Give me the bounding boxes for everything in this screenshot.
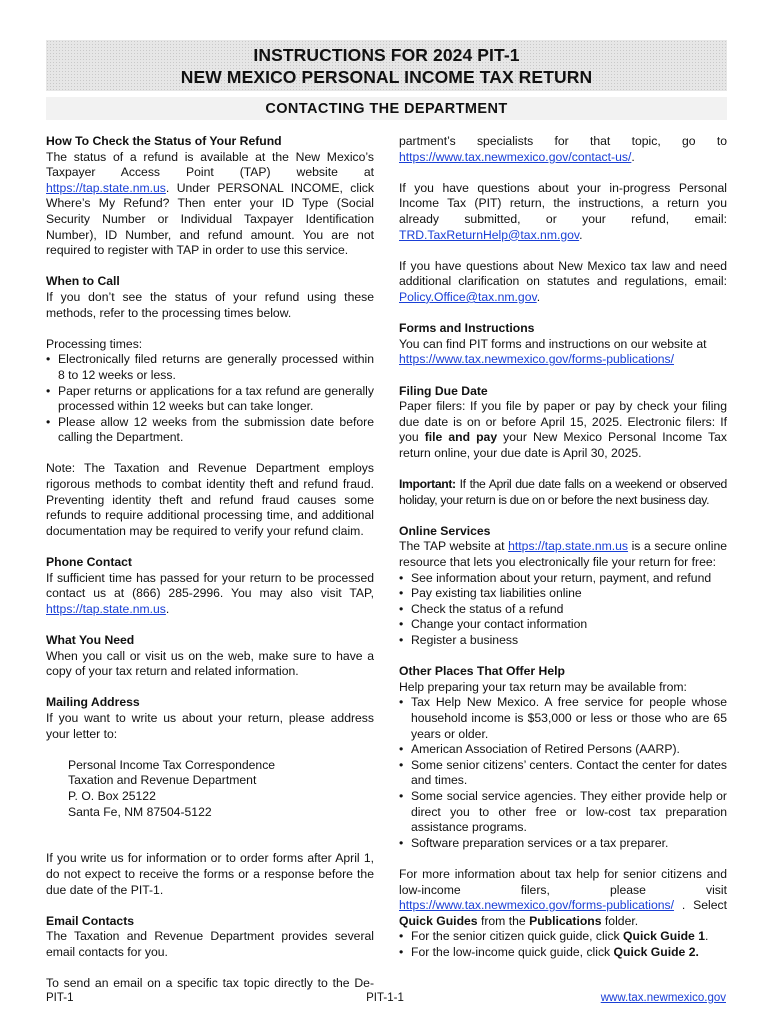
important-label: Important: — [399, 477, 456, 492]
forms-paragraph — [399, 337, 727, 368]
pit-text-b: . — [579, 227, 583, 242]
list-item: • Paper returns or applications for a tax refund are generally processed within 12 weeks but can take longer. — [46, 384, 374, 415]
email-paragraph-2: To send an email on a specific tax topic directly to the De- — [46, 976, 374, 991]
section-header — [46, 97, 727, 120]
guide2-text: For the low-income quick guide, click — [411, 944, 614, 959]
quick-guide-list — [399, 929, 727, 960]
important-paragraph — [399, 477, 727, 508]
list-item: • Change your contact information — [399, 617, 727, 633]
forms-publications-link[interactable]: https://www.tax.newmexico.gov/forms-publications/ — [399, 352, 675, 367]
right-column — [399, 134, 727, 976]
tap-link-3[interactable]: https://tap.state.nm.us — [508, 539, 629, 554]
law-paragraph — [399, 259, 727, 306]
list-item — [399, 929, 727, 945]
refund-text-b: . Under PERSONAL INCOME, click Where’s My Refund? Then enter your ID Type (Social Security Number or Individual Taxpayer Identification Number), ID Number, and refund amount. You are not required to register with TAP in order to use this service. — [46, 180, 374, 258]
note-paragraph: Note: The Taxation and Revenue Department employs rigorous methods to combat identity theft and refund fraud. Preventing identity theft and refund fraud causes some refunds to require additional processing time, and additional documentation may be required to verify your refund claim. — [46, 461, 374, 538]
phone-text-b: . — [165, 601, 170, 616]
list-item: • Electronically filed returns are generally processed within 8 to 12 weeks or less. — [46, 352, 374, 383]
list-item: • Pay existing tax liabilities online — [399, 586, 727, 602]
list-item: • Software preparation services or a tax preparer. — [399, 836, 727, 852]
more-text-d: folder. — [601, 913, 639, 928]
list-item: • American Association of Retired Persons (AARP). — [399, 742, 727, 758]
quick-guide-2-label: Quick Guide 2. — [613, 944, 699, 959]
publications-label: Publications — [529, 913, 602, 928]
pit-paragraph — [399, 181, 727, 243]
other-heading: Other Places That Offer Help — [399, 664, 565, 679]
phone-text-a: If sufficient time has passed for your return to be processed contact us at (866) 285-2996. You may also visit TAP, — [46, 570, 374, 601]
email-paragraph: The Taxation and Revenue Department provides several email contacts for you. — [46, 929, 374, 959]
online-services-list — [399, 571, 727, 649]
guide1-text: For the senior citizen quick guide, click — [411, 929, 624, 944]
list-item: • Please allow 12 weeks from the submission date before calling the Department. — [46, 415, 374, 446]
forms-publications-link-2[interactable]: https://www.tax.newmexico.gov/forms-publications/ — [399, 898, 675, 913]
policy-office-email-link[interactable]: Policy.Office@tax.nm.gov — [399, 289, 537, 304]
mail-paragraph: If you want to write us about your return, please address your letter to: — [46, 710, 374, 741]
pit-text-a: If you have questions about your in-progress Personal Income Tax (PIT) return, the instructions, a return you already submitted, or your refund, email: — [399, 180, 727, 226]
other-help-list — [399, 695, 727, 851]
contact-text-b: . — [631, 149, 635, 164]
online-heading: Online Services — [399, 523, 491, 538]
due-paragraph — [399, 399, 727, 461]
section-title: CONTACTING THE DEPARTMENT — [265, 101, 508, 117]
guide1-text-end: . — [704, 929, 709, 944]
footer-website — [601, 992, 726, 1004]
online-paragraph — [399, 539, 727, 570]
call-heading: When to Call — [46, 274, 120, 289]
title-line-1: INSTRUCTIONS FOR 2024 PIT-1 — [253, 45, 520, 65]
contact-paragraph — [399, 134, 727, 165]
website-link[interactable]: www.tax.newmexico.gov — [600, 992, 726, 1004]
due-text-b: your New Mexico Personal Income Tax return online, your due date is April 30, 2025. — [399, 430, 727, 460]
forms-text: You can find PIT forms and instructions on our website at — [399, 336, 707, 351]
more-text-b: . Select — [674, 898, 727, 913]
tap-link[interactable]: https://tap.state.nm.us — [46, 180, 166, 195]
due-text-a: Paper filers: If you file by paper or pay by check your filing due date is on or before April 15, 2025. Electronic filers: If you — [399, 399, 727, 445]
online-text-a: The TAP website at — [399, 539, 509, 554]
footer-page-number: PIT-1-1 — [366, 992, 404, 1004]
tax-return-help-email-link[interactable]: TRD.TaxReturnHelp@tax.nm.gov — [399, 227, 580, 242]
more-text-c: from the — [477, 913, 530, 928]
need-paragraph: When you call or visit us on the web, make sure to have a copy of your tax return and related information. — [46, 648, 374, 679]
forms-heading: Forms and Instructions — [399, 321, 535, 336]
list-item: • Some social service agencies. They either provide help or direct you to other free or low-cost tax preparation assistance programs. — [399, 789, 727, 836]
important-text: If the April due date falls on a weekend or observed holiday, your return is due on or before the next business day. — [399, 477, 727, 507]
list-item: • Some senior citizens’ centers. Contact the center for dates and times. — [399, 758, 727, 789]
processing-list — [46, 352, 374, 446]
online-text-b: is a secure online resource that lets you electronically file your return for free: — [399, 539, 727, 570]
call-paragraph: If you don’t see the status of your refund using these methods, refer to the processing times below. — [46, 289, 374, 320]
due-heading: Filing Due Date — [399, 383, 488, 398]
left-column — [46, 134, 374, 1007]
phone-heading: Phone Contact — [46, 555, 132, 570]
law-text-b: . — [536, 289, 541, 304]
email-heading: Email Contacts — [46, 913, 135, 928]
quick-guide-1-label: Quick Guide 1 — [623, 929, 705, 944]
refund-heading: How To Check the Status of Your Refund — [46, 134, 282, 148]
more-info-paragraph — [399, 867, 727, 929]
tap-link-2[interactable]: https://tap.state.nm.us — [46, 601, 166, 616]
list-item: • Tax Help New Mexico. A free service for people whose household income is $53,000 or less or those who are 65 years or older. — [399, 695, 727, 742]
address-line: P. O. Box 25122 — [68, 788, 156, 803]
refund-text-a: The status of a refund is available at the New Mexico’s Taxpayer Access Point (TAP) website at — [46, 149, 374, 180]
spacer — [46, 836, 374, 852]
title-line-2: NEW MEXICO PERSONAL INCOME TAX RETURN — [180, 67, 593, 87]
list-item — [399, 945, 727, 961]
refund-paragraph — [46, 150, 374, 259]
forms-after-paragraph: If you write us for information or to order forms after April 1, do not expect to receive the forms or a response before the due date of the PIT-1. — [46, 851, 374, 897]
list-item: • Register a business — [399, 633, 727, 649]
footer-form-id: PIT-1 — [46, 992, 74, 1004]
law-text-a: If you have questions about New Mexico tax law and need additional clarification on statutes and regulations, email: — [399, 258, 727, 289]
address-line: Santa Fe, NM 87504-5122 — [68, 804, 212, 819]
mail-heading: Mailing Address — [46, 695, 140, 710]
list-item: • See information about your return, payment, and refund — [399, 571, 727, 587]
address-line: Taxation and Revenue Department — [68, 773, 257, 788]
other-paragraph: Help preparing your tax return may be available from: — [399, 679, 687, 694]
more-text-a: For more information about tax help for senior citizens and low-income filers, please visit — [399, 866, 727, 897]
quick-guides-label: Quick Guides — [399, 913, 478, 928]
contact-text-a: partment’s specialists for that topic, go to — [399, 134, 727, 148]
contact-us-link[interactable]: https://www.tax.newmexico.gov/contact-us/ — [399, 149, 632, 164]
due-text-bold: file and pay — [424, 430, 498, 445]
title-box — [46, 40, 727, 91]
address-line: Personal Income Tax Correspondence — [68, 757, 276, 772]
phone-paragraph — [46, 571, 374, 618]
list-item: • Check the status of a refund — [399, 602, 727, 618]
processing-label: Processing times: — [46, 336, 143, 351]
need-heading: What You Need — [46, 633, 135, 647]
mailing-address — [68, 758, 374, 820]
